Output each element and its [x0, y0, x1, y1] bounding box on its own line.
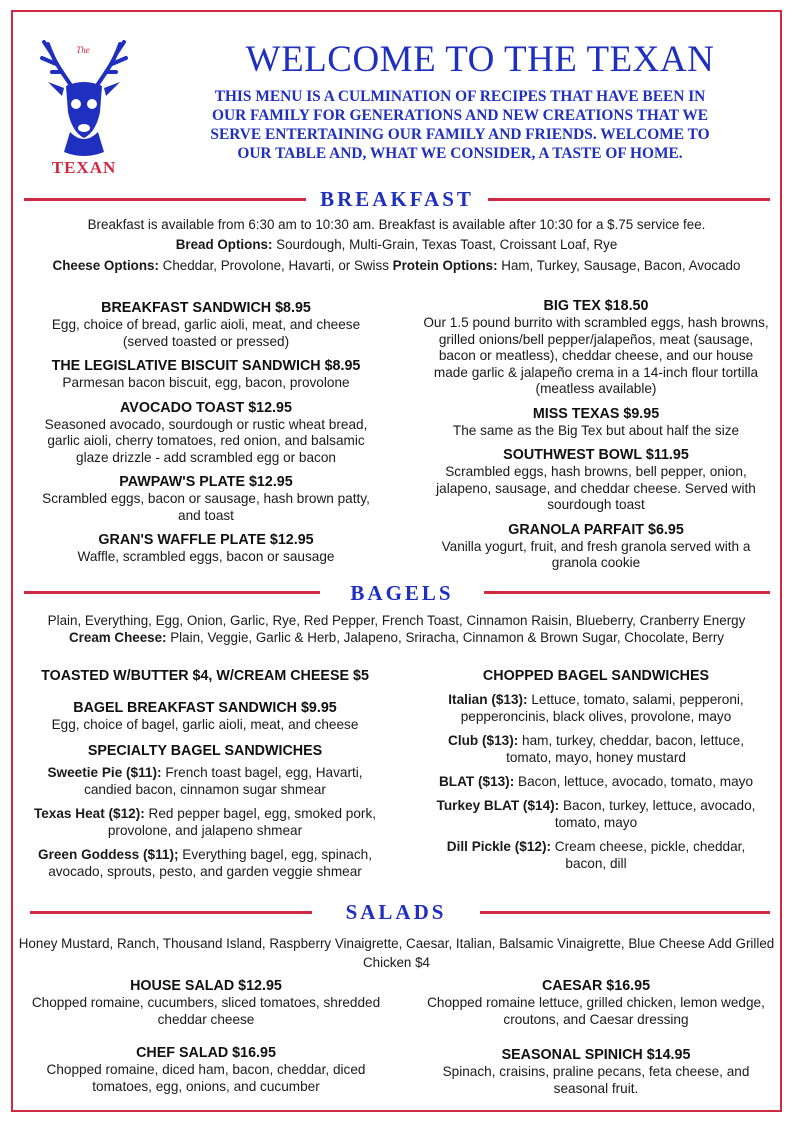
section-divider	[488, 198, 770, 201]
salad-dressings: Honey Mustard, Ranch, Thousand Island, Raspberry Vinaigrette, Caesar, Italian, Balsamic Vinaigrette, Blue Cheese Add Grilled Chicken $4	[18, 936, 775, 970]
bagels-left-column	[22, 667, 388, 887]
bagel-sandwich: Turkey BLAT ($14): Bacon, turkey, lettuce, avocado, tomato, mayo	[436, 798, 756, 830]
bagel-sandwich: Texas Heat ($12): Red pepper bagel, egg, smoked pork, provolone, and jalapeno shmear	[33, 805, 377, 838]
menu-item: THE LEGISLATIVE BISCUIT SANDWICH $8.95 Parmesan bacon biscuit, egg, bacon, provolone	[51, 358, 361, 390]
texan-logo	[34, 34, 134, 180]
bread-options: Bread Options: Sourdough, Multi-Grain, Texas Toast, Croissant Loaf, Rye	[175, 237, 618, 252]
section-divider	[24, 198, 306, 201]
menu-item: AVOCADO TOAST $12.95 Seasoned avocado, sourdough or rustic wheat bread, garlic aioli, cherry tomatoes, red onion, and balsamic glaze drizzle - add scrambled egg or bacon	[44, 399, 368, 465]
menu-item: CHEF SALAD $16.95 Chopped romaine, diced ham, bacon, cheddar, diced tomatoes, egg, onions, and cucumber	[46, 1045, 366, 1094]
menu-item: BREAKFAST SANDWICH $8.95 Egg, choice of bread, garlic aioli, meat, and cheese (served toasted or pressed)	[51, 300, 361, 349]
page-title: WELCOME TO THE TEXAN	[245, 39, 715, 80]
bagel-sandwich: BLAT ($13): Bacon, lettuce, avocado, tomato, mayo	[438, 774, 754, 789]
menu-item: BIG TEX $18.50 Our 1.5 pound burrito with scrambled eggs, hash browns, grilled onions/bell pepper/jalapeños, meat (sausage, bacon or meatless), cheddar cheese, and our house made garlic & jalapeño crema in a 14-inch flour tortilla (meatless available)	[423, 298, 769, 396]
breakfast-availability: Breakfast is available from 6:30 am to 10:30 am. Breakfast is available after 10:30 for a $.75 service fee.	[87, 217, 706, 232]
menu-item: MISS TEXAS $9.95 The same as the Big Tex but about half the size	[452, 405, 740, 438]
section-divider	[484, 591, 770, 594]
svg-text:TEXAN: TEXAN	[51, 158, 117, 177]
bagel-flavors: Plain, Everything, Egg, Onion, Garlic, Rye, Red Pepper, French Toast, Cinnamon Raisin, Blueberry, Cranberry Energy	[47, 613, 746, 628]
bagel-sandwich: Club ($13): ham, turkey, cheddar, bacon, lettuce, tomato, mayo, honey mustard	[448, 733, 744, 765]
menu-item: SOUTHWEST BOWL $11.95 Scrambled eggs, hash browns, bell pepper, onion, jalapeno, sausage, and cheddar cheese. Served with sourdough toast	[436, 447, 756, 512]
menu-item: CAESAR $16.95 Chopped romaine lettuce, grilled chicken, lemon wedge, croutons, and Caesar dressing	[427, 978, 765, 1027]
menu-item: GRANOLA PARFAIT $6.95 Vanilla yogurt, fruit, and fresh granola served with a granola cookie	[441, 521, 751, 570]
section-title-breakfast: BREAKFAST	[320, 187, 474, 211]
specialty-heading: SPECIALTY BAGEL SANDWICHES	[87, 742, 323, 759]
intro-text: THIS MENU IS A CULMINATION OF RECIPES THAT HAVE BEEN IN OUR FAMILY FOR GENERATIONS AND NEW CREATIONS THAT WE SERVE ENTERTAINING OUR FAMILY AND FRIENDS. WELCOME TO OUR TABLE AND, WHAT WE CONSIDER, A TASTE OF HOME.	[210, 88, 710, 162]
bagel-sandwich: Dill Pickle ($12): Cream cheese, pickle, cheddar, bacon, dill	[446, 839, 746, 871]
menu-item: PAWPAW'S PLATE $12.95 Scrambled eggs, bacon or sausage, hash brown patty, and toast	[42, 474, 370, 523]
toasted-price: TOASTED W/BUTTER $4, W/CREAM CHEESE $5	[41, 668, 369, 684]
breakfast-left-column	[30, 299, 382, 573]
menu-item: BAGEL BREAKFAST SANDWICH $9.95 Egg, choice of bagel, garlic aioli, meat, and cheese	[51, 700, 359, 732]
menu-item: HOUSE SALAD $12.95 Chopped romaine, cucumbers, sliced tomatoes, shredded cheddar cheese	[31, 978, 381, 1027]
salads-left-column	[30, 977, 382, 1102]
cheese-protein-options: Cheese Options: Cheddar, Provolone, Havarti, or Swiss Protein Options: Ham, Turkey, Sausage, Bacon, Avocado	[52, 258, 741, 273]
bagels-right-column	[428, 667, 764, 879]
section-title-salads: SALADS	[345, 900, 447, 924]
cream-cheese-options: Cream Cheese: Plain, Veggie, Garlic & Herb, Jalapeno, Sriracha, Cinnamon & Brown Sugar, Chocolate, Berry	[69, 630, 724, 645]
bagel-sandwich: Sweetie Pie ($11): French toast bagel, egg, Havarti, candied bacon, cinnamon sugar shmear	[47, 764, 363, 797]
section-divider	[24, 591, 320, 594]
chopped-heading: CHOPPED BAGEL SANDWICHES	[482, 668, 710, 684]
bagel-sandwich: Green Goddess ($11); Everything bagel, egg, spinach, avocado, sprouts, pesto, and garden veggie shmear	[38, 846, 372, 879]
section-divider	[480, 911, 770, 914]
bagel-sandwich: Italian ($13): Lettuce, tomato, salami, pepperoni, pepperoncinis, black olives, provolone, mayo	[448, 692, 744, 724]
menu-item: GRAN'S WAFFLE PLATE $12.95 Waffle, scrambled eggs, bacon or sausage	[77, 532, 335, 564]
deer-head-icon	[34, 34, 134, 180]
salads-right-column	[420, 977, 772, 1104]
svg-text:The: The	[76, 45, 90, 55]
section-title-bagels: BAGELS	[350, 581, 454, 605]
breakfast-right-column	[420, 297, 772, 579]
menu-item: SEASONAL SPINICH $14.95 Spinach, craisins, praline pecans, feta cheese, and seasonal fruit.	[442, 1047, 750, 1096]
section-divider	[30, 911, 312, 914]
